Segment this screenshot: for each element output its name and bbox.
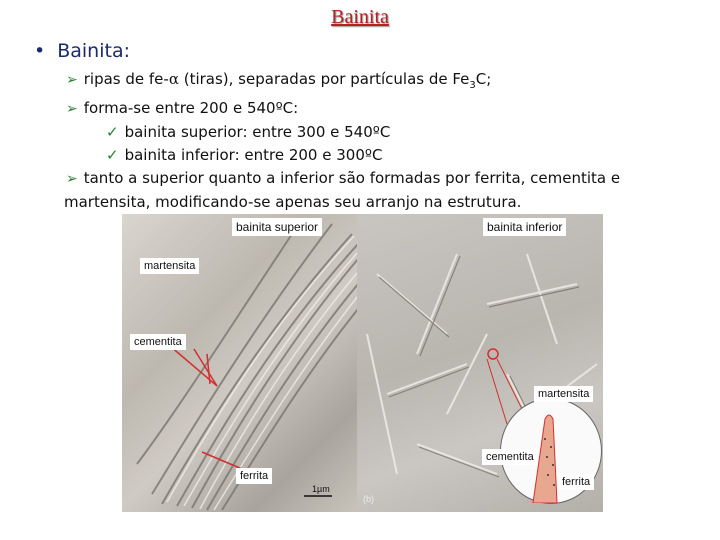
list-subitem: [66, 121, 706, 144]
micrograph-upper-bainite: [122, 214, 358, 512]
item-text: bainita superior: entre 300 e 540ºC: [124, 123, 391, 141]
item-text: bainita inferior: entre 200 e 300ºC: [124, 146, 383, 164]
page-title: Bainita: [331, 6, 389, 28]
item-text: forma-se entre 200 e 540ºC:: [83, 99, 299, 117]
dot-bullet-icon: •: [34, 40, 46, 62]
list-item-continuation: [64, 191, 706, 214]
item-text: tanto a superior quanto a inferior são formadas por ferrita, cementita e: [83, 169, 621, 187]
list-item: [66, 167, 706, 191]
list-item: [66, 97, 706, 121]
alpha-symbol: α: [168, 70, 179, 88]
item-text: martensita, modificando-se apenas seu arranjo na estrutura.: [64, 193, 522, 211]
item-text: ripas de fe-: [83, 70, 169, 88]
martensita-label-right: martensita: [534, 386, 593, 402]
scale-bar-label: 1µm: [312, 484, 330, 494]
upper-bainite-title: bainita superior: [232, 218, 322, 236]
item-text: (tiras), separadas por partículas de Fe: [178, 70, 470, 88]
arrow-bullet-icon: ➢: [66, 171, 78, 187]
martensita-label: martensita: [140, 258, 199, 274]
cementita-label-right: cementita: [482, 449, 538, 465]
lower-bainite-title: bainita inferior: [483, 218, 566, 236]
check-icon: ✓: [106, 123, 119, 141]
bullet-list: [66, 68, 706, 214]
ferrita-label: ferrita: [236, 468, 272, 484]
check-icon: ✓: [106, 146, 119, 164]
item-text: C;: [475, 70, 492, 88]
arrow-bullet-icon: ➢: [66, 101, 78, 117]
list-item: [66, 68, 706, 97]
main-bullet: [34, 40, 130, 62]
subscript: 3: [469, 80, 476, 91]
arrow-bullet-icon: ➢: [66, 72, 78, 88]
list-subitem: [66, 144, 706, 167]
cementita-label: cementita: [130, 334, 186, 350]
ferrita-label-right: ferrita: [558, 474, 594, 490]
main-bullet-text: Bainita:: [57, 40, 130, 62]
panel-label: (b): [363, 494, 374, 504]
